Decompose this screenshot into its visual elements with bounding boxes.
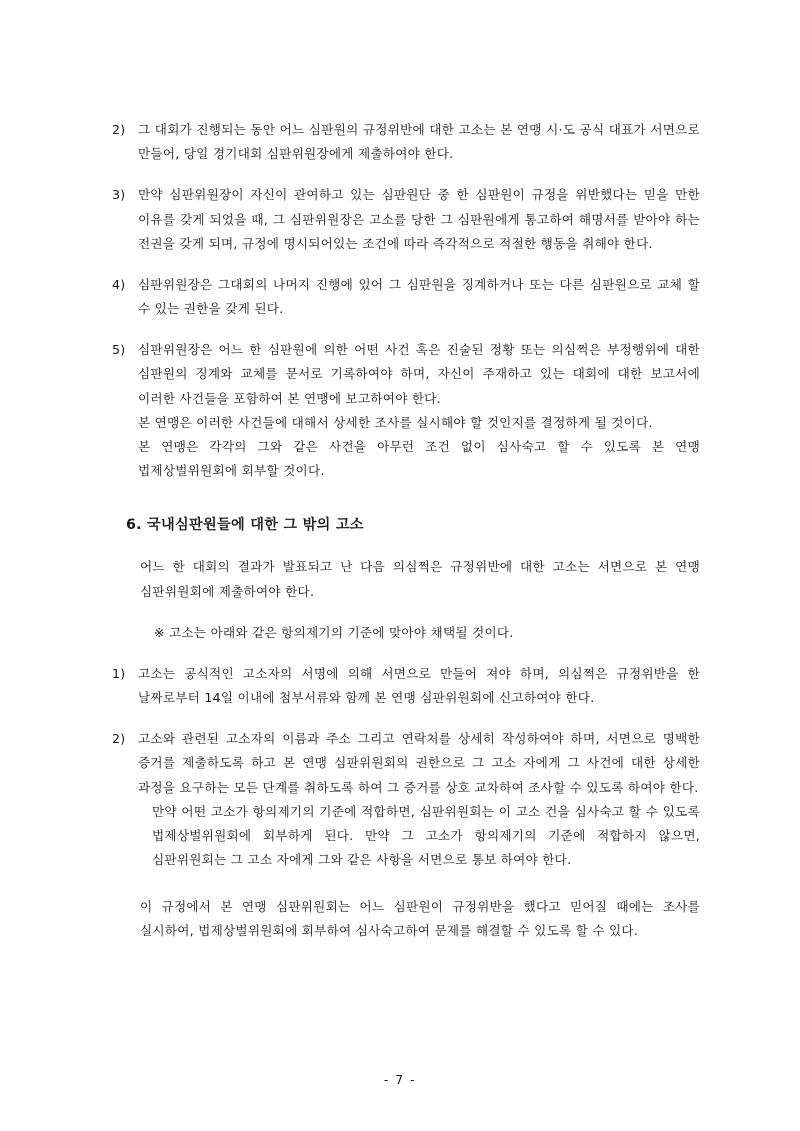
list-item bbox=[112, 118, 700, 166]
list-item bbox=[112, 662, 700, 710]
list-marker: 5) bbox=[112, 342, 126, 358]
list-continuation: 본 연맹은 이러한 사건들에 대해서 상세한 조사를 실시해야 할 것인지를 결정하게 될 것이다. bbox=[138, 414, 653, 430]
section-intro: 어느 한 대회의 결과가 발표되고 난 다음 의심쩍은 규정위반에 대한 고소는 서면으로 본 연맹 심판위원회에 제출하여야 한다. bbox=[140, 559, 700, 599]
list-marker: 2) bbox=[112, 731, 126, 747]
closing-paragraph: 이 규정에서 본 연맹 심판위원회는 어느 심판원이 규정위반을 했다고 믿어질 때에는 조사를 실시하여, 법제상벌위원회에 회부하여 심사숙고하여 문제를 해결할 수 있도록 할 수 있다. bbox=[140, 899, 700, 939]
list-item bbox=[112, 183, 700, 256]
list-body bbox=[138, 338, 700, 483]
list-text: 심판위원장은 그대회의 나머지 진행에 있어 그 심판원을 징계하거나 또는 다른 심판원으로 교체 할 수 있는 권한을 갖게 된다. bbox=[138, 276, 700, 317]
list-text: 고소는 공식적인 고소자의 서명에 의해 서면으로 만들어 져야 하며, 의심쩍은 규정위반을 한 날짜로부터 14일 이내에 첨부서류와 함께 본 연맹 심판위원회에 신고하여야 한다. bbox=[138, 665, 700, 706]
list-text: 심판위원장은 어느 한 심판원에 의한 어떤 사건 혹은 진술된 정황 또는 의심쩍은 부정행위에 대한 심판원의 징계와 교체를 문서로 기록하여야 하며, 자신이 주재하고 있는 대회에 대한 보고서에 이러한 사건들을 포함하여 본 연맹에 보고하여야 한다. bbox=[138, 342, 700, 406]
list-item bbox=[112, 338, 700, 483]
page-number: - 7 - bbox=[383, 1072, 417, 1087]
list-item bbox=[112, 727, 700, 872]
section-note: ※ 고소는 아래와 같은 항의제기의 기준에 맞아야 채택될 것이다. bbox=[154, 624, 514, 640]
list-text: 만약 심판위원장이 자신이 관여하고 있는 심판원단 중 한 심판원이 규정을 위반했다는 믿을 만한 이유를 갖게 되었을 때, 그 심판위원장은 고소를 당한 그 심판원에게 통고하여 해명서를 받아야 하는 전권을 갖게 되며, 규정에 명시되어있는 조건에 따라 즉각적으로 적절한 행동을 취해야 한다. bbox=[138, 187, 700, 251]
list-marker: 1) bbox=[112, 665, 126, 681]
section-heading: 6. 국내심판원들에 대한 그 밖의 고소 bbox=[126, 517, 364, 534]
list-marker: 2) bbox=[112, 122, 126, 137]
list-continuation: 만약 어떤 고소가 항의제기의 기준에 적합하면, 심판위원회는 이 고소 건을 심사숙고 할 수 있도록 법제상벌위원회에 회부하게 된다. 만약 그 고소가 항의제기의 기준에 적합하지 않으면, 심판위원회는 그 고소 자에게 그와 같은 사항을 서면으로 통보 하여야 한다. bbox=[152, 803, 700, 868]
list-marker: 3) bbox=[112, 187, 126, 203]
list-text: 고소와 관련된 고소자의 이름과 주소 그리고 연락처를 상세히 작성하여야 하며, 서면으로 명백한 증거를 제출하도록 하고 본 연맹 심판위원회의 권한으로 그 고소 자에게 그 사건에 대한 상세한 과정을 요구하는 모든 단계를 취하도록 하여 그 증거를 상호 교차하여 조사할 수 있도록 하여야 한다. bbox=[138, 731, 700, 795]
list-item bbox=[112, 273, 700, 321]
list-body bbox=[138, 727, 700, 872]
list-marker: 4) bbox=[112, 276, 126, 292]
list-continuation: 본 연맹은 각각의 그와 같은 사건을 아무런 조건 없이 심사숙고 할 수 있도록 본 연맹 법제상벌위원회에 회부할 것이다. bbox=[138, 438, 700, 479]
list-text: 그 대회가 진행되는 동안 어느 심판원의 규정위반에 대한 고소는 본 연맹 시·도 공식 대표가 서면으로 만들어, 당일 경기대회 심판위원장에게 제출하여야 한다. bbox=[138, 122, 700, 162]
